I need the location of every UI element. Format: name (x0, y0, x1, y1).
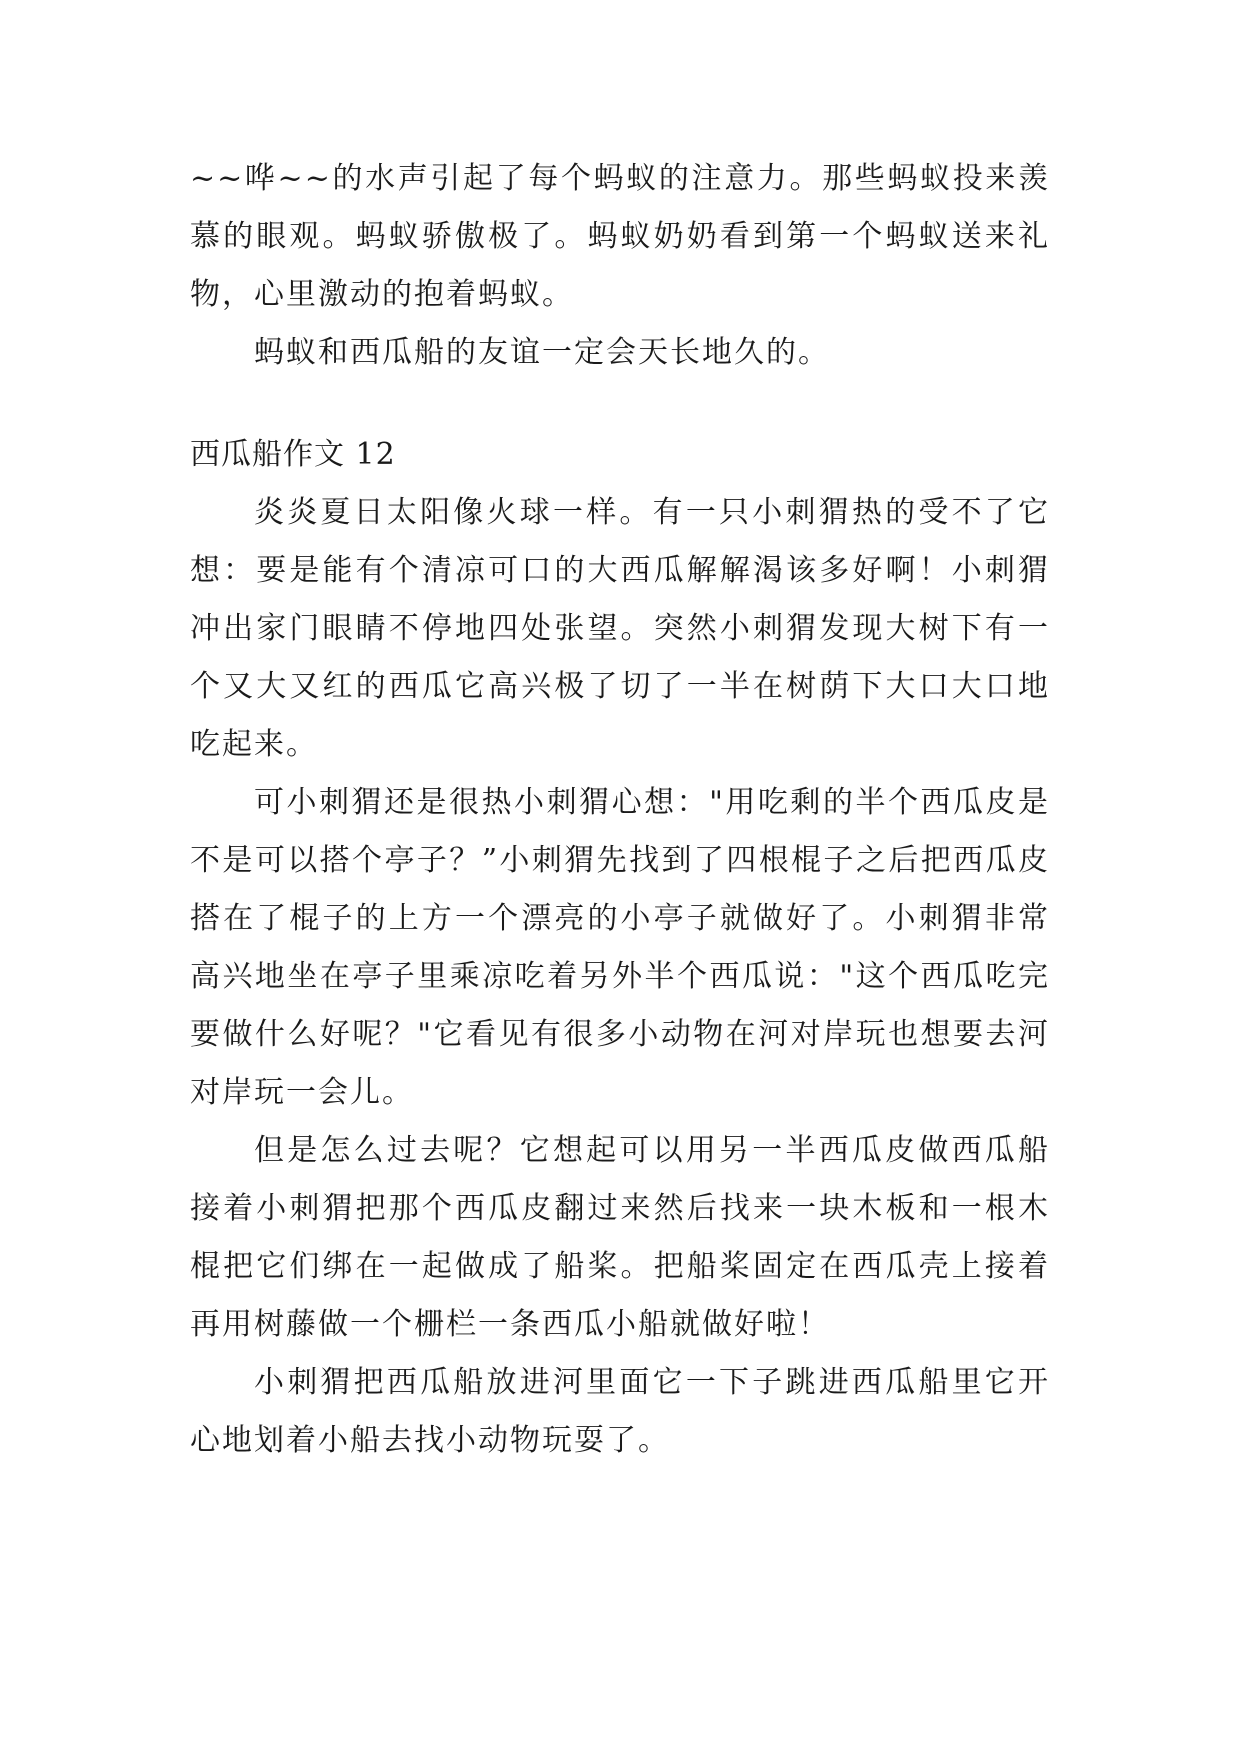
paragraph-hedgehog-4: 小刺猬把西瓜船放进河里面它一下子跳进西瓜船里它开心地划着小船去找小动物玩耍了。 (190, 1365, 1050, 1458)
paragraph-ant-continuation: ~~哗~~的水声引起了每个蚂蚁的注意力。那些蚂蚁投来羡慕的眼观。蚂蚁骄傲极了。蚂蚁奶奶看到第一个蚂蚁送来礼物，心里激动的抱着蚂蚁。 (190, 161, 1050, 312)
paragraph-hedgehog-1: 炎炎夏日太阳像火球一样。有一只小刺猬热的受不了它想：要是能有个清凉可口的大西瓜解解渴该多好啊！小刺猬冲出家门眼睛不停地四处张望。突然小刺猬发现大树下有一个又大又红的西瓜它高兴极了切了一半在树荫下大口大口地吃起来。 (190, 495, 1050, 762)
paragraph-hedgehog-2: 可小刺猬还是很热小刺猬心想："用吃剩的半个西瓜皮是不是可以搭个亭子？”小刺猬先找到了四根棍子之后把西瓜皮搭在了棍子的上方一个漂亮的小亭子就做好了。小刺猬非常高兴地坐在亭子里乘凉吃着另外半个西瓜说："这个西瓜吃完要做什么好呢？"它看见有很多小动物在河对岸玩也想要去河对岸玩一会儿。 (190, 785, 1050, 1110)
paragraph-hedgehog-3: 但是怎么过去呢？它想起可以用另一半西瓜皮做西瓜船接着小刺猬把那个西瓜皮翻过来然后找来一块木板和一根木棍把它们绑在一起做成了船桨。把船桨固定在西瓜壳上接着再用树藤做一个栅栏一条西瓜小船就做好啦！ (190, 1133, 1050, 1342)
paragraph-ant-friendship: 蚂蚁和西瓜船的友谊一定会天长地久的。 (254, 335, 830, 370)
section-heading: 西瓜船作文 12 (190, 437, 396, 472)
document-page (190, 150, 1050, 1470)
